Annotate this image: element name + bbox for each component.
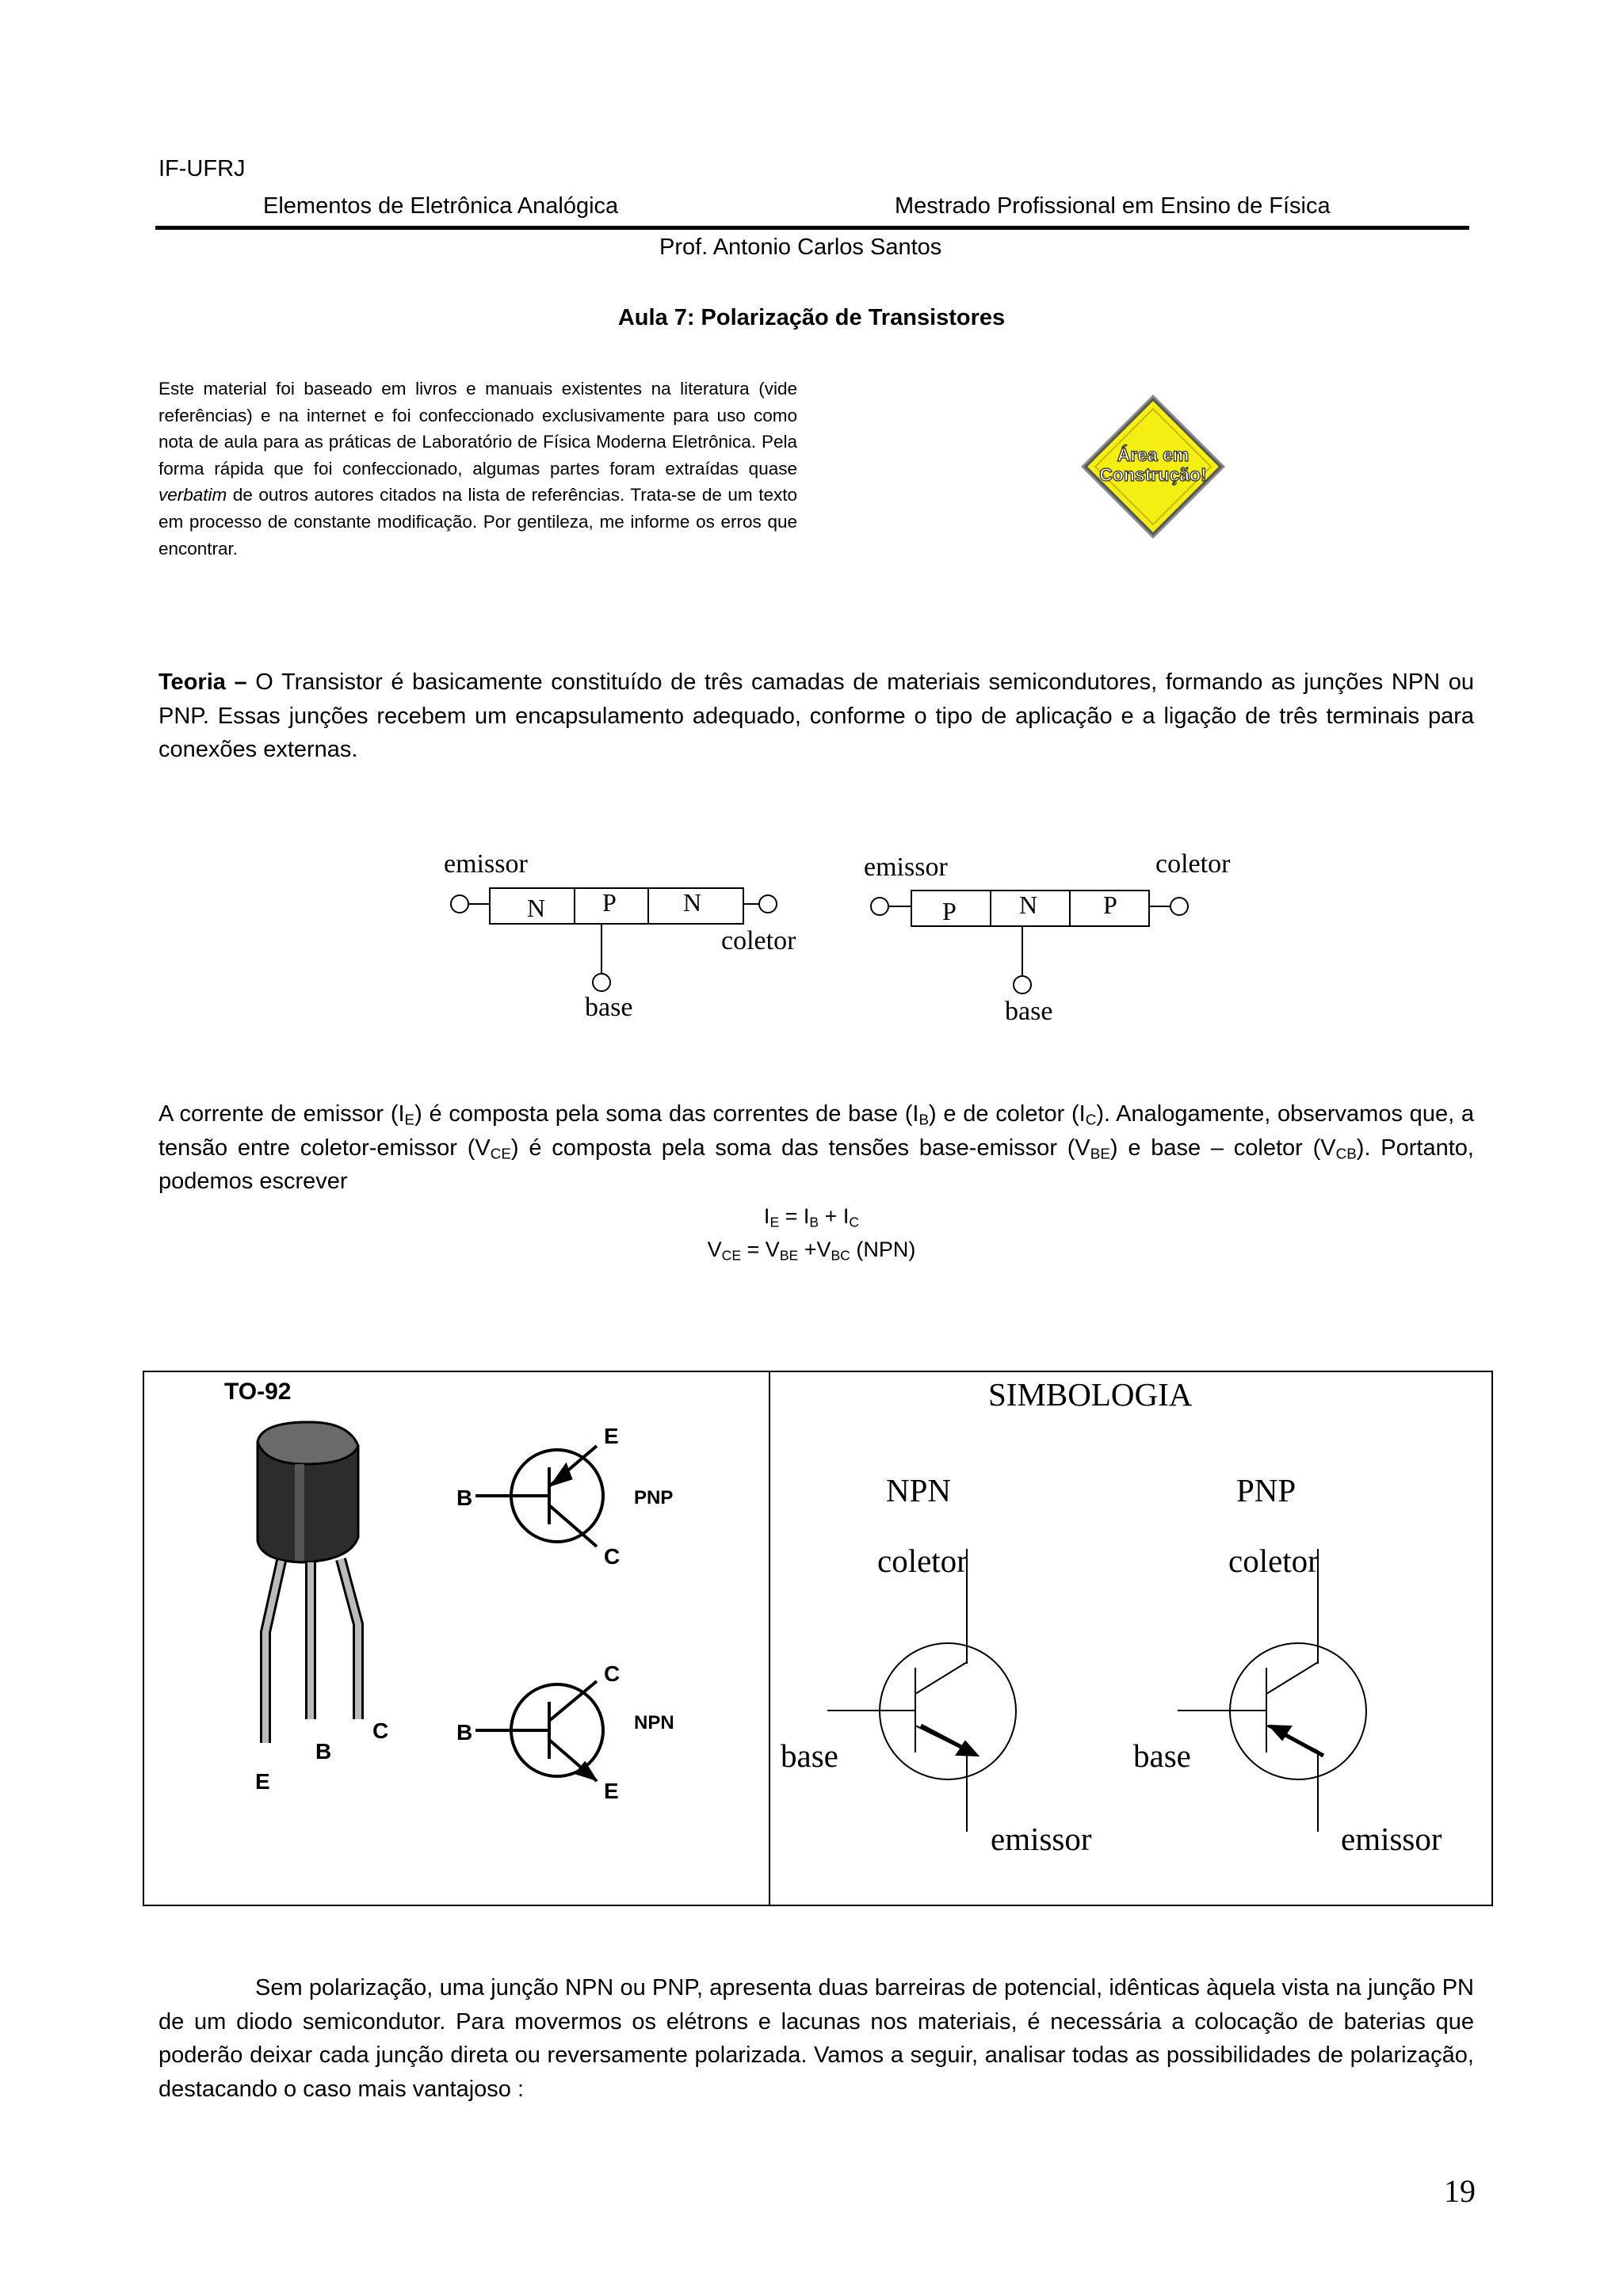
pnp-junction-base-label: base bbox=[1005, 997, 1053, 1026]
pnp-emissor-label: emissor bbox=[1341, 1821, 1442, 1857]
sub-cb: CB bbox=[1335, 1145, 1357, 1162]
closing-paragraph bbox=[158, 1971, 1474, 2106]
pnp-coletor-label: coletor bbox=[1228, 1543, 1319, 1579]
npn-base-terminal bbox=[593, 974, 610, 991]
pnp-emissor-terminal bbox=[871, 898, 888, 915]
intro-emphasis: verbatim bbox=[158, 485, 227, 505]
pnp-base-label: base bbox=[1133, 1737, 1191, 1774]
npn-sym-c: C bbox=[604, 1661, 621, 1686]
npn-emissor-label: emissor bbox=[991, 1821, 1092, 1857]
closing-text: Sem polarização, uma junção NPN ou PNP, apresenta duas barreiras de potencial, idênticas àquela vista na junção PN de um diodo semicondutor. Para movermos os elétrons e lacunas nos materiais, é necessária a colocação de baterias que poderão deixar cada junção direta ou reversamente polarizada. Vamos a seguir, analisar todas as possibilidades de polarização, destacando o caso mais vantajoso : bbox=[158, 1975, 1474, 2102]
currents-text: A corrente de emissor (I bbox=[158, 1101, 405, 1127]
sub-e: E bbox=[404, 1111, 415, 1128]
pnp-coletor-terminal bbox=[1170, 898, 1188, 915]
teoria-label: Teoria – bbox=[158, 669, 247, 695]
sub-be: BE bbox=[1090, 1145, 1110, 1162]
intro-paragraph bbox=[158, 376, 797, 562]
currents-text: ) é composta pela soma das tensões base-emissor (V bbox=[510, 1135, 1090, 1161]
currents-text: ). Portanto, podemos escrever bbox=[158, 1135, 1474, 1194]
sub-b: B bbox=[918, 1111, 930, 1128]
npn-junction-base-label: base bbox=[585, 993, 633, 1022]
badge-line-1: Área em bbox=[1117, 444, 1190, 465]
page-number: 19 bbox=[1444, 2173, 1476, 2209]
currents-text: ) e de coletor (I bbox=[929, 1101, 1086, 1127]
npn-coletor-terminal bbox=[759, 895, 777, 913]
pnp-junction-emissor-label: emissor bbox=[864, 852, 948, 882]
pnp-layer-1: P bbox=[942, 897, 957, 925]
under-construction-badge bbox=[1078, 391, 1228, 542]
currents-paragraph bbox=[158, 1097, 1474, 1199]
package-label: TO-92 bbox=[224, 1379, 292, 1405]
institution: IF-UFRJ bbox=[158, 156, 246, 181]
intro-text-1: Este material foi baseado em livros e manuais existentes na literatura (vide referências) e na internet e foi confeccionado exclusivamente para uso como nota de aula para as práticas de Laboratório de Física Moderna Eletrônica. Pela forma rápida que foi confeccionado, algumas partes foram extraídas quase bbox=[158, 379, 797, 479]
sub-c: C bbox=[1085, 1111, 1097, 1128]
simbologia-title: SIMBOLOGIA bbox=[988, 1376, 1193, 1413]
pin-b-label: B bbox=[315, 1739, 332, 1764]
pnp-small-label: PNP bbox=[634, 1487, 674, 1508]
pnp-sym-b: B bbox=[456, 1486, 473, 1510]
pin-e-label: E bbox=[255, 1769, 270, 1794]
npn-coletor-label: coletor bbox=[877, 1543, 968, 1579]
npn-junction-emissor-label: emissor bbox=[444, 849, 528, 879]
npn-layer-1: N bbox=[527, 894, 546, 922]
pnp-base-terminal bbox=[1014, 976, 1031, 994]
simbologia-pnp: PNP bbox=[1236, 1472, 1296, 1508]
npn-layer-2: P bbox=[602, 888, 617, 917]
teoria-paragraph bbox=[158, 666, 1474, 767]
npn-layer-3: N bbox=[683, 888, 702, 917]
badge-line-2: Construção! bbox=[1099, 464, 1207, 485]
equation-current: $I_E = I_B + I_C$ bbox=[763, 1204, 860, 1230]
npn-sym-e: E bbox=[604, 1779, 619, 1803]
course-name: Elementos de Eletrônica Analógica bbox=[263, 193, 619, 219]
transistor-figure bbox=[143, 1371, 1493, 1906]
professor: Prof. Antonio Carlos Santos bbox=[659, 235, 942, 260]
currents-text: ). Analogamente, observamos que, a tensão entre coletor-emissor (V bbox=[158, 1101, 1474, 1161]
simbologia-npn: NPN bbox=[886, 1472, 952, 1508]
pnp-sym-e: E bbox=[604, 1424, 619, 1448]
pnp-junction-diagram bbox=[864, 840, 1244, 1030]
npn-base-label: base bbox=[781, 1737, 838, 1774]
sub-ce: CE bbox=[490, 1145, 511, 1162]
npn-junction-coletor-label: coletor bbox=[721, 926, 796, 955]
currents-text: ) e base – coletor (V bbox=[1109, 1135, 1336, 1161]
npn-sym-b: B bbox=[456, 1720, 473, 1745]
pnp-sym-c: C bbox=[604, 1544, 621, 1569]
npn-emissor-terminal bbox=[451, 895, 468, 913]
teoria-text: O Transistor é basicamente constituído de três camadas de materiais semicondutores, formando as junções NPN ou PNP. Essas junções recebem um encapsulamento adequado, conforme o tipo de aplicação e a ligação de três terminais para conexões externas. bbox=[158, 669, 1474, 762]
intro-text-2: de outros autores citados na lista de referências. Trata-se de um texto em processo de constante modificação. Por gentileza, me informe os erros que encontrar. bbox=[158, 485, 797, 559]
page-title: Aula 7: Polarização de Transistores bbox=[617, 305, 1006, 330]
pin-c-label: C bbox=[372, 1718, 389, 1743]
pnp-layer-2: N bbox=[1019, 891, 1038, 919]
equation-voltage: $V_{CE} = V_{BE} +V_{BC}$ (NPN) bbox=[707, 1238, 916, 1264]
header-rule bbox=[155, 226, 1469, 230]
pnp-junction-coletor-label: coletor bbox=[1155, 849, 1231, 879]
currents-text: ) é composta pela soma das correntes de base (I bbox=[414, 1101, 919, 1127]
npn-junction-diagram bbox=[444, 840, 824, 1030]
npn-small-label: NPN bbox=[634, 1712, 674, 1733]
program-name: Mestrado Profissional em Ensino de Física bbox=[895, 193, 1331, 219]
pnp-layer-3: P bbox=[1103, 891, 1117, 919]
